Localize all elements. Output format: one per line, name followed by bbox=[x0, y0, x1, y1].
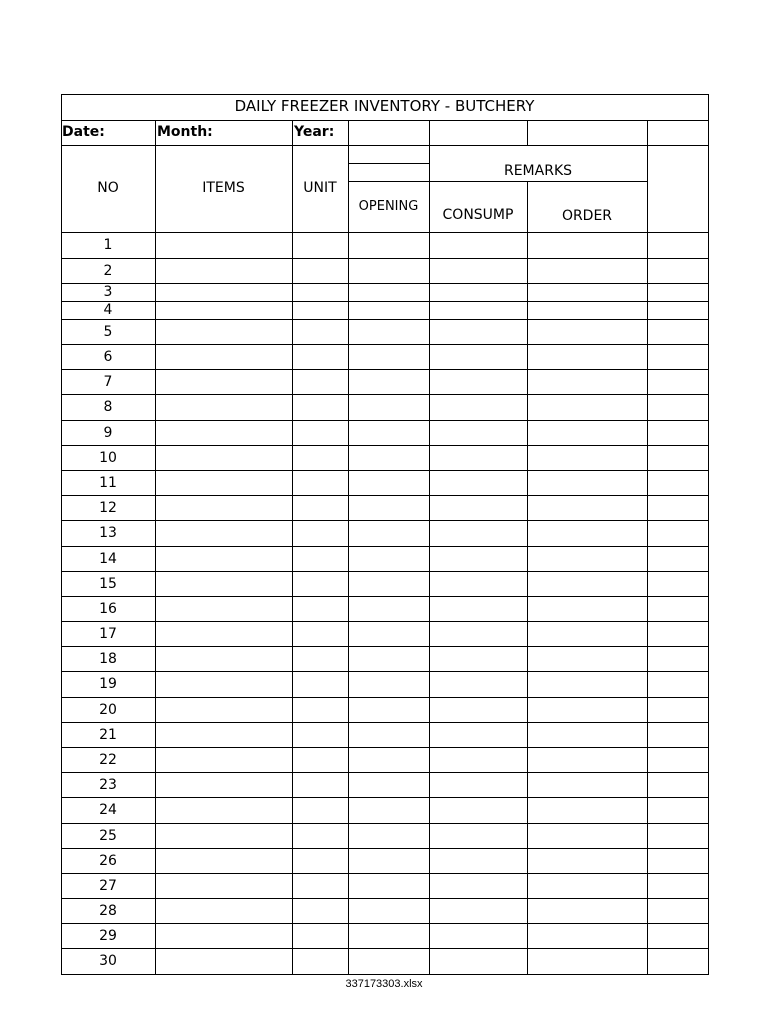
row-line bbox=[61, 772, 709, 773]
row-line bbox=[61, 258, 709, 259]
header-items: ITEMS bbox=[202, 180, 245, 196]
row-number: 26 bbox=[99, 853, 117, 869]
row-number: 18 bbox=[99, 651, 117, 667]
row-line bbox=[61, 722, 709, 723]
grid-line bbox=[61, 232, 709, 233]
grid-line bbox=[527, 181, 528, 975]
row-line bbox=[61, 873, 709, 874]
row-line bbox=[61, 283, 709, 284]
row-number: 21 bbox=[99, 727, 117, 743]
row-line bbox=[61, 301, 709, 302]
row-line bbox=[61, 470, 709, 471]
row-line bbox=[61, 646, 709, 647]
row-line bbox=[61, 495, 709, 496]
grid-line bbox=[527, 120, 528, 146]
grid-line bbox=[429, 120, 430, 975]
row-number: 4 bbox=[103, 302, 113, 318]
header-order: ORDER bbox=[561, 208, 613, 224]
grid-line bbox=[61, 120, 709, 121]
row-number: 9 bbox=[103, 425, 113, 441]
header-unit: UNIT bbox=[303, 180, 337, 196]
row-line bbox=[61, 445, 709, 446]
row-number: 27 bbox=[99, 878, 117, 894]
table-top-border bbox=[61, 94, 709, 95]
sheet-title: DAILY FREEZER INVENTORY - BUTCHERY bbox=[234, 97, 535, 115]
row-number: 8 bbox=[103, 399, 113, 415]
row-line bbox=[61, 546, 709, 547]
row-line bbox=[61, 974, 709, 975]
row-number: 30 bbox=[99, 953, 117, 969]
row-number: 25 bbox=[99, 828, 117, 844]
row-number: 5 bbox=[103, 324, 113, 340]
row-line bbox=[61, 898, 709, 899]
row-number: 2 bbox=[103, 263, 113, 279]
row-number: 15 bbox=[99, 576, 117, 592]
row-number: 16 bbox=[99, 601, 117, 617]
row-number: 20 bbox=[99, 702, 117, 718]
row-number: 6 bbox=[103, 349, 113, 365]
grid-line bbox=[61, 145, 709, 146]
month-label: Month: bbox=[157, 124, 213, 140]
row-line bbox=[61, 923, 709, 924]
row-line bbox=[61, 369, 709, 370]
row-line bbox=[61, 596, 709, 597]
row-line bbox=[61, 319, 709, 320]
header-opening: OPENING bbox=[358, 199, 419, 214]
row-line bbox=[61, 848, 709, 849]
row-number: 1 bbox=[103, 237, 113, 253]
header-no: NO bbox=[97, 180, 119, 196]
row-number: 19 bbox=[99, 676, 117, 692]
row-line bbox=[61, 571, 709, 572]
row-number: 23 bbox=[99, 777, 117, 793]
grid-line bbox=[155, 120, 156, 975]
row-number: 10 bbox=[99, 450, 117, 466]
year-label: Year: bbox=[294, 124, 335, 140]
grid-line bbox=[348, 163, 430, 164]
row-line bbox=[61, 948, 709, 949]
row-line bbox=[61, 671, 709, 672]
grid-line bbox=[647, 120, 648, 975]
file-name-footer: 337173303.xlsx bbox=[345, 978, 423, 990]
table-right-border bbox=[708, 94, 709, 975]
header-remarks: REMARKS bbox=[503, 163, 573, 179]
row-number: 29 bbox=[99, 928, 117, 944]
row-number: 11 bbox=[99, 475, 117, 491]
row-number: 22 bbox=[99, 752, 117, 768]
row-line bbox=[61, 697, 709, 698]
grid-line bbox=[292, 120, 293, 975]
grid-line bbox=[348, 120, 349, 975]
row-number: 12 bbox=[99, 500, 117, 516]
row-number: 17 bbox=[99, 626, 117, 642]
row-line bbox=[61, 394, 709, 395]
row-line bbox=[61, 823, 709, 824]
row-line bbox=[61, 797, 709, 798]
row-line bbox=[61, 747, 709, 748]
row-line bbox=[61, 621, 709, 622]
row-number: 24 bbox=[99, 802, 117, 818]
grid-line bbox=[348, 181, 648, 182]
row-number: 13 bbox=[99, 525, 117, 541]
row-number: 28 bbox=[99, 903, 117, 919]
row-number: 7 bbox=[103, 374, 113, 390]
row-number: 14 bbox=[99, 551, 117, 567]
row-line bbox=[61, 344, 709, 345]
row-number: 3 bbox=[103, 284, 113, 300]
row-line bbox=[61, 520, 709, 521]
header-consump: CONSUMP bbox=[442, 207, 514, 223]
date-label: Date: bbox=[62, 124, 105, 140]
row-line bbox=[61, 420, 709, 421]
